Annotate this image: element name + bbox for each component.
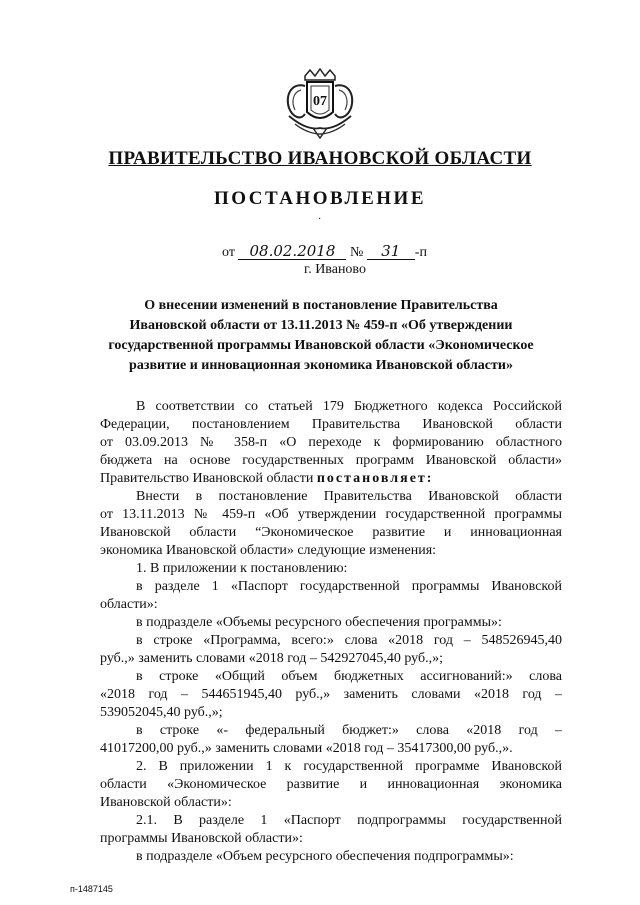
government-title: ПРАВИТЕЛЬСТВО ИВАНОВСКОЙ ОБЛАСТИ bbox=[108, 148, 532, 169]
document-type-title: ПОСТАНОВЛЕНИЕ bbox=[213, 188, 427, 209]
coat-of-arms-emblem bbox=[277, 68, 363, 140]
body-line: в подразделе «Объем ресурсного обеспечения подпрограммы»: bbox=[136, 849, 514, 864]
body-line: Правительство Ивановской области постановляет: bbox=[100, 471, 434, 486]
body-line: области»: bbox=[100, 597, 158, 612]
body-line: 2.1. В разделе 1 «Паспорт подпрограммы государственной bbox=[136, 813, 562, 828]
body-line: в разделе 1 «Паспорт государственной программы Ивановской bbox=[136, 579, 562, 594]
decree-verb: постановляет: bbox=[316, 471, 434, 486]
number-suffix: -п bbox=[414, 245, 427, 260]
body-line: экономика Ивановской области» следующие изменения: bbox=[100, 543, 437, 558]
document-code: п-1487145 bbox=[70, 884, 113, 894]
body-line: в строке «- федеральный бюджет:» слова «2018 год – bbox=[136, 723, 562, 738]
resolution-subject-heading bbox=[90, 296, 552, 376]
body-line: бюджета на основе государственных программ Ивановской области» bbox=[100, 453, 562, 468]
body-line: от 13.11.2013 № 459-п «Об утверждении государственной программы bbox=[100, 507, 562, 522]
body-line: 41017200,00 руб.,» заменить словами «2018 год – 35417300,00 руб.,». bbox=[100, 741, 513, 756]
city-name: г. Иваново bbox=[304, 262, 366, 277]
body-line: руб.,» заменить словами «2018 год – 542927045,40 руб.,»; bbox=[100, 651, 444, 666]
body-line: Федерации, постановлением Правительства Ивановской области bbox=[100, 417, 562, 432]
body-line: от 03.09.2013 № 358-п «О переходе к формированию областного bbox=[100, 435, 562, 450]
heading-line: О внесении изменений в постановление Правительства bbox=[144, 298, 498, 313]
separator-dot: · bbox=[318, 214, 322, 225]
body-line: 2. В приложении 1 к государственной программе Ивановской bbox=[136, 759, 562, 774]
body-line: В соответствии со статьей 179 Бюджетного кодекса Российской bbox=[136, 399, 562, 414]
date-value: 08.02.2018 bbox=[238, 244, 346, 260]
date-prefix: от bbox=[222, 245, 235, 260]
body-line: области «Экономическое развитие и инновационная экономика bbox=[100, 777, 562, 792]
body-line: в строке «Программа, всего:» слова «2018 год – 548526945,40 bbox=[136, 633, 562, 648]
document-number: 31 bbox=[367, 244, 415, 260]
number-sign: № bbox=[349, 245, 364, 260]
body-line: «2018 год – 544651945,40 руб.,» заменить словами «2018 год – bbox=[100, 687, 562, 702]
body-line: программы Ивановской области»: bbox=[100, 831, 303, 846]
date-number-line bbox=[222, 244, 427, 261]
body-line: Ивановской области “Экономическое развитие и инновационная bbox=[100, 525, 562, 540]
body-line: Ивановской области»: bbox=[100, 795, 232, 810]
heading-line: Ивановской области от 13.11.2013 № 459-п «Об утверждении bbox=[129, 318, 513, 333]
body-line: 539052045,40 руб.,»; bbox=[100, 705, 223, 720]
body-line: Внести в постановление Правительства Ивановской области bbox=[136, 489, 562, 504]
body-line: в подразделе «Объемы ресурсного обеспечения программы»: bbox=[136, 615, 502, 630]
document-body bbox=[100, 398, 562, 866]
body-line: в строке «Общий объем бюджетных ассигнований:» слова bbox=[136, 669, 562, 684]
heading-line: государственной программы Ивановской области «Экономическое bbox=[108, 338, 534, 353]
svg-text:07: 07 bbox=[313, 94, 327, 109]
heading-line: развитие и инновационная экономика Ивановской области» bbox=[129, 358, 513, 373]
body-line: 1. В приложении к постановлению: bbox=[136, 561, 348, 576]
